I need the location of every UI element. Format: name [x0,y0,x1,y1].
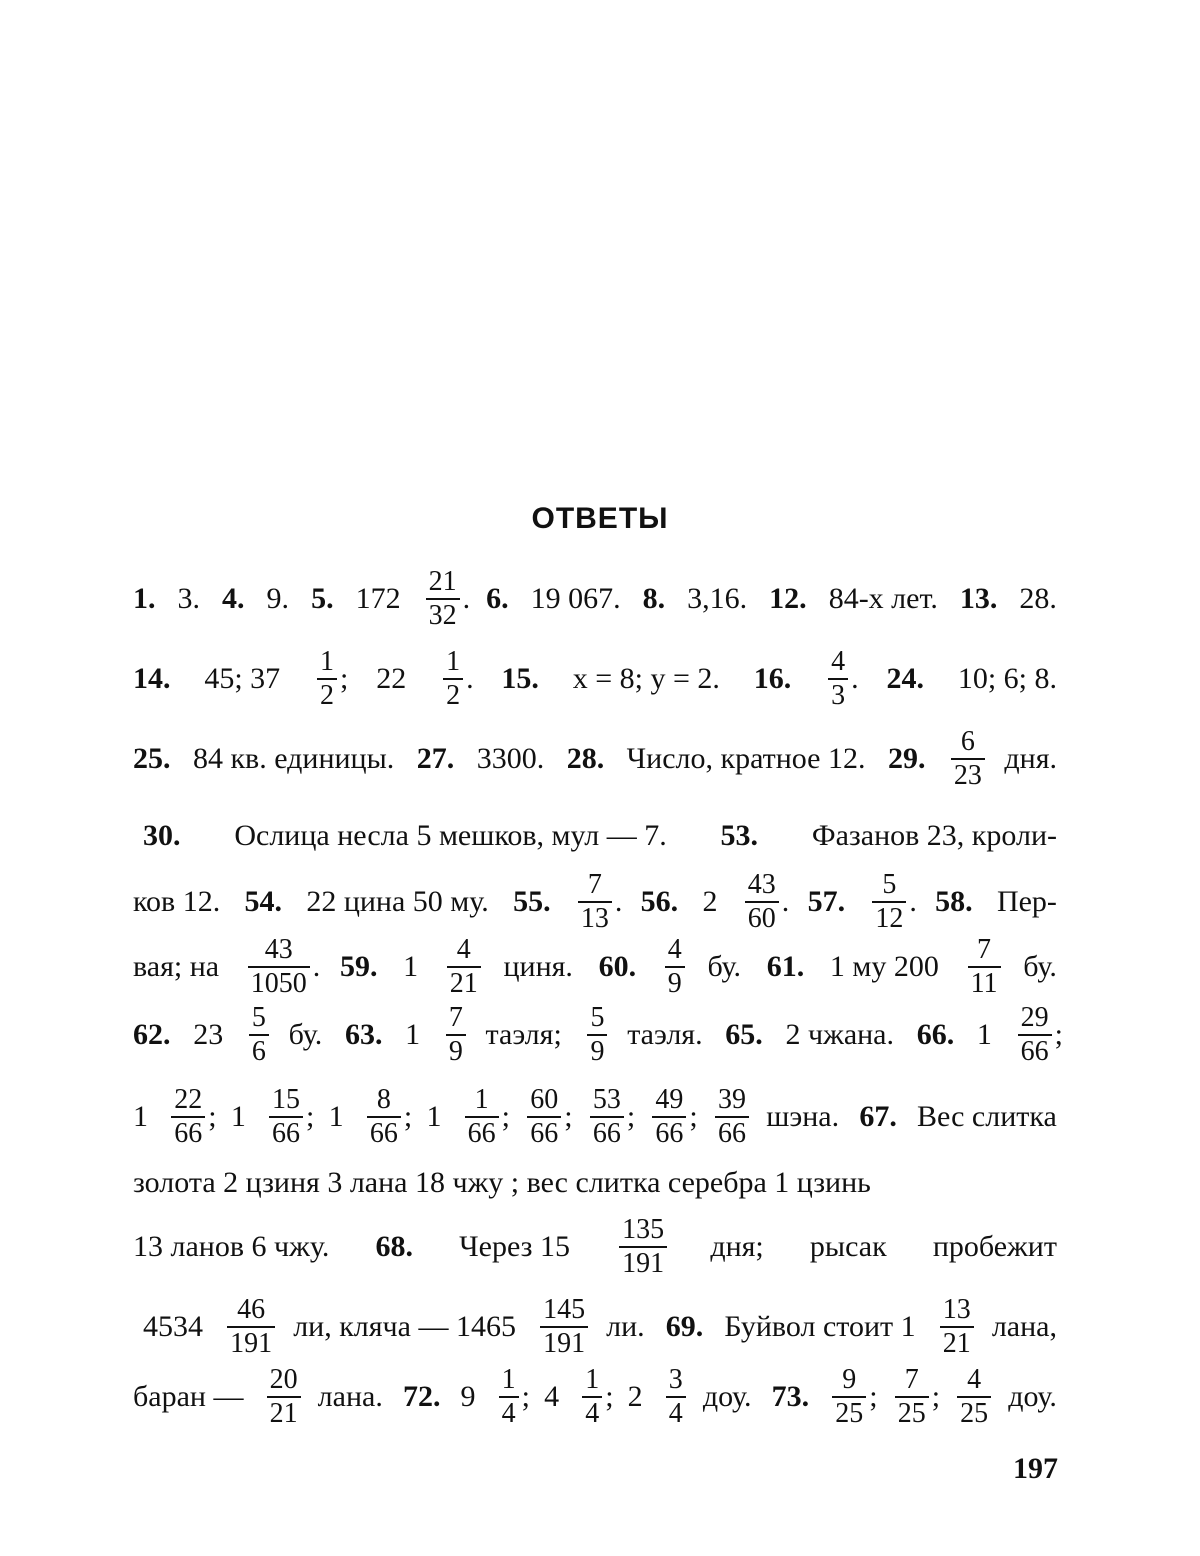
fraction-stack [446,1004,466,1066]
numerator: 4 [831,646,846,677]
fraction [264,1366,304,1428]
answer-number: 54. [244,885,283,918]
fraction [712,1086,752,1148]
answer-text: 3,16. [687,582,748,615]
answer-text: лана. [317,1380,383,1413]
answer-number: 60. [598,950,637,983]
numerator: 1 [474,1084,489,1115]
fraction [1015,1004,1063,1066]
numerator: 7 [587,869,602,900]
answer-text: 1 [403,950,419,983]
answer-text: 1 [405,1018,421,1051]
fraction [314,648,348,710]
answer-text: 9. [266,582,290,615]
numerator: 5 [882,869,897,900]
denominator: 11 [968,966,1001,998]
answer-text: дня. [1004,742,1057,775]
answer-text: 3300. [476,742,545,775]
answer-line [133,560,1063,638]
fraction-suffix: ; [340,662,349,695]
numerator: 43 [264,934,293,965]
fraction-suffix: ; [689,1100,698,1133]
numerator: 6 [960,726,975,757]
fraction [443,1004,469,1066]
fraction [662,936,688,998]
fraction-suffix: . [312,950,321,983]
denominator: 6 [249,1034,269,1066]
fraction-stack [587,1004,607,1066]
fraction-stack [540,1296,588,1358]
answer-text: ков 12. [133,885,221,918]
numerator: 43 [747,869,776,900]
answer-text: ли, кляча — 1465 [293,1310,516,1343]
answer-text: шэна. [766,1100,840,1133]
denominator: 25 [895,1396,929,1428]
answer-line [133,1358,1063,1436]
fraction-suffix: . [466,662,474,695]
answer-text: 19 067. [530,582,621,615]
answer-text: 3. [177,582,201,615]
numerator: 15 [272,1084,301,1115]
answer-text: 1 [230,1100,246,1133]
numerator: 1 [320,646,335,677]
answer-number: 14. [133,662,171,695]
fraction-stack [619,1216,667,1278]
numerator: 5 [251,1002,266,1033]
fraction-suffix: . [781,885,790,918]
fraction [266,1086,314,1148]
numerator: 7 [904,1364,919,1395]
answer-number: 67. [859,1100,897,1133]
answer-number: 16. [753,662,792,695]
answer-text: 45; 37 [204,662,281,695]
fraction-stack [227,1296,275,1358]
answer-number: 66. [916,1018,955,1051]
answer-number: 53. [720,819,759,852]
fraction-suffix: . [851,662,859,695]
denominator: 9 [446,1034,466,1066]
answer-text: доу. [702,1380,752,1413]
numerator: 53 [592,1084,621,1115]
denominator: 1050 [248,966,310,998]
numerator: 1 [585,1364,600,1395]
denominator: 66 [465,1116,499,1148]
numerator: 49 [655,1084,684,1115]
fraction-stack [582,1366,602,1428]
answer-number: 61. [766,950,805,983]
answer-text: 1 [328,1100,344,1133]
answer-text: баран — [133,1380,244,1413]
fraction [649,1086,697,1148]
answer-number: 63. [344,1018,383,1051]
fraction [948,728,988,790]
answer-number: 24. [886,662,924,695]
answer-number: 68. [375,1230,413,1263]
fraction [537,1296,591,1358]
fraction-suffix: ; [501,1100,511,1133]
numerator: 1 [446,646,461,677]
numerator: 22 [174,1084,203,1115]
fraction-stack [171,1086,205,1148]
numerator: 4 [967,1364,982,1395]
answer-text: таэля; [485,1018,562,1051]
answer-text: 13 ланов 6 чжу. [133,1230,330,1263]
answer-text: 84 кв. единицы. [192,742,395,775]
answer-number: 62. [133,1018,171,1051]
answer-text: 84-х лет. [828,582,938,615]
answer-text: бу. [288,1018,323,1051]
numerator: 4 [456,934,471,965]
fraction-suffix: ; [564,1100,573,1133]
answer-number: 59. [339,950,378,983]
answer-text: бу. [1023,950,1057,983]
fraction [364,1086,412,1148]
fraction [245,936,321,998]
denominator: 4 [499,1396,519,1428]
denominator: 23 [951,758,985,790]
denominator: 25 [832,1396,866,1428]
answer-text: дня; [710,1230,764,1263]
answer-text: Пер- [996,885,1057,918]
answer-text: Ослица несла 5 мешков, мул — 7. [234,819,667,852]
fraction-stack [269,1086,303,1148]
answer-number: 56. [640,885,679,918]
denominator: 21 [447,966,481,998]
denominator: 2 [443,678,463,710]
denominator: 191 [227,1326,275,1358]
answer-text: 1 му 200 [829,950,939,983]
denominator: 12 [872,901,906,933]
denominator: 3 [828,678,848,710]
denominator: 66 [171,1116,205,1148]
answer-number: 58. [935,885,973,918]
fraction-stack [666,1366,686,1428]
fraction [869,871,917,933]
answer-number: 25. [133,742,171,775]
fraction-suffix: ; [403,1100,413,1133]
fraction [444,936,484,998]
numerator: 4 [667,934,682,965]
denominator: 25 [957,1396,991,1428]
fraction-stack [447,936,481,998]
denominator: 191 [619,1246,667,1278]
answer-number: 28. [566,742,605,775]
fraction-suffix: ; [1054,1018,1063,1051]
denominator: 32 [426,598,460,630]
answer-text: 172 [355,582,401,615]
answer-text: пробежит [932,1230,1057,1263]
fraction-stack [465,1086,499,1148]
fraction-stack [367,1086,401,1148]
fraction-stack [968,936,1001,998]
answer-number: 73. [771,1380,810,1413]
numerator: 3 [668,1364,683,1395]
fraction-suffix: . [909,885,917,918]
fraction-stack [745,871,779,933]
numerator: 20 [269,1364,298,1395]
answer-number: 69. [665,1310,704,1343]
denominator: 13 [578,901,612,933]
answer-number: 29. [887,742,926,775]
denominator: 66 [652,1116,686,1148]
fraction [663,1366,689,1428]
answer-text: 9 [460,1380,476,1413]
answer-text: Буйвол стоит 1 [724,1310,916,1343]
answer-text: бу. [707,950,742,983]
fraction-suffix: ; [306,1100,315,1133]
numerator: 29 [1020,1002,1049,1033]
fraction-stack [590,1086,624,1148]
denominator: 2 [317,678,337,710]
fraction [496,1366,530,1428]
fraction-stack [317,648,337,710]
fraction [965,936,1004,998]
fraction [246,1004,272,1066]
answer-text: x = 8; y = 2. [572,662,720,695]
numerator: 145 [543,1294,586,1325]
fraction [892,1366,940,1428]
answer-line [133,1208,1063,1286]
answer-text: 22 цина 50 му. [306,885,489,918]
answer-text: ли. [606,1310,645,1343]
answer-text: доу. [1008,1380,1057,1413]
fraction [524,1086,572,1148]
answer-text: 22 [376,662,407,695]
denominator: 9 [665,966,685,998]
numerator: 135 [622,1214,665,1245]
answer-text: 23 [193,1018,224,1051]
answer-text: 4534 [143,1310,203,1343]
answer-line [133,720,1063,798]
numerator: 13 [942,1294,971,1325]
fraction [825,648,859,710]
answer-text: Фазанов 23, кроли- [811,819,1057,852]
answer-text: золота 2 цзиня 3 лана 18 чжу ; вес слитка серебра 1 цзинь [133,1166,871,1199]
fraction [224,1296,278,1358]
answer-number: 30. [143,819,181,852]
denominator: 4 [582,1396,602,1428]
answer-text: таэля. [627,1018,703,1051]
answer-number: 55. [513,885,551,918]
fraction [168,1086,216,1148]
fraction-stack [895,1366,929,1428]
fraction-suffix: ; [521,1380,530,1413]
fraction-stack [499,1366,519,1428]
fraction-stack [527,1086,561,1148]
numerator: 7 [977,934,992,965]
answer-text: 10; 6; 8. [957,662,1057,695]
answer-number: 57. [807,885,846,918]
answer-text: 1 [976,1018,992,1051]
denominator: 66 [715,1116,749,1148]
answer-text: циня. [503,950,573,983]
numerator: 1 [501,1364,516,1395]
fraction-stack [267,1366,301,1428]
answer-text: Через 15 [459,1230,570,1263]
answer-text: рысак [809,1230,887,1263]
answer-line [133,928,1063,1006]
fraction-suffix: . [614,885,623,918]
denominator: 66 [367,1116,401,1148]
fraction-stack [249,1004,269,1066]
denominator: 21 [267,1396,301,1428]
fraction [954,1366,994,1428]
fraction [616,1216,670,1278]
answer-text: лана, [991,1310,1057,1343]
fraction-stack [426,568,460,630]
fraction-stack [665,936,685,998]
answer-number: 4. [222,582,245,615]
fraction-stack [832,1366,866,1428]
answer-text: Вес слитка [917,1100,1057,1133]
fraction [579,1366,613,1428]
fraction-suffix: . [462,582,471,615]
answer-text: вая; на [133,950,220,983]
fraction-stack [248,936,310,998]
fraction-suffix: ; [605,1380,614,1413]
answer-number: 13. [959,582,998,615]
fraction [462,1086,510,1148]
answer-number: 8. [642,582,666,615]
page-number: 197 [1013,1452,1058,1485]
fraction-suffix: ; [208,1100,217,1133]
fraction [587,1086,635,1148]
fraction-stack [872,871,906,933]
numerator: 60 [530,1084,559,1115]
fraction-stack [652,1086,686,1148]
answer-number: 27. [416,742,455,775]
fraction-suffix: ; [869,1380,878,1413]
numerator: 7 [448,1002,463,1033]
denominator: 66 [527,1116,561,1148]
answer-line [133,640,1063,718]
fraction-stack [940,1296,974,1358]
answer-text: 1 [133,1100,148,1133]
answer-number: 5. [311,582,334,615]
fraction-suffix: ; [931,1380,941,1413]
answer-number: 6. [486,582,509,615]
fraction [440,648,474,710]
page-title: ОТВЕТЫ [531,502,669,535]
answer-number: 65. [725,1018,763,1051]
fraction [584,1004,610,1066]
fraction-stack [1018,1004,1052,1066]
denominator: 66 [590,1116,624,1148]
fraction-stack [957,1366,991,1428]
answer-text: 4 [544,1380,560,1413]
fraction [742,871,790,933]
denominator: 66 [269,1116,303,1148]
answer-text: 2 [702,885,718,918]
fraction-stack [578,871,612,933]
denominator: 21 [940,1326,974,1358]
fraction [575,871,623,933]
fraction [937,1296,977,1358]
answer-number: 1. [133,582,156,615]
answer-text: 28. [1019,582,1057,615]
fraction-stack [951,728,985,790]
answer-number: 72. [402,1380,441,1413]
numerator: 39 [717,1084,746,1115]
answer-text: 2 чжана. [785,1018,895,1051]
fraction [829,1366,877,1428]
numerator: 9 [842,1364,857,1395]
denominator: 191 [540,1326,588,1358]
answer-number: 15. [501,662,539,695]
answer-line [133,996,1063,1074]
numerator: 8 [376,1084,391,1115]
answer-number: 12. [769,582,807,615]
answer-text: 1 [426,1100,442,1133]
fraction-stack [443,648,463,710]
answer-text: Число, кратное 12. [626,742,866,775]
numerator: 21 [428,566,457,597]
fraction-stack [715,1086,749,1148]
denominator: 4 [666,1396,686,1428]
numerator: 5 [590,1002,605,1033]
denominator: 60 [745,901,779,933]
answer-text: 2 [627,1380,643,1413]
fraction [423,568,471,630]
denominator: 66 [1018,1034,1052,1066]
denominator: 9 [587,1034,607,1066]
fraction-suffix: ; [626,1100,636,1133]
fraction-stack [828,648,848,710]
answer-line [143,1288,1063,1366]
numerator: 46 [237,1294,266,1325]
